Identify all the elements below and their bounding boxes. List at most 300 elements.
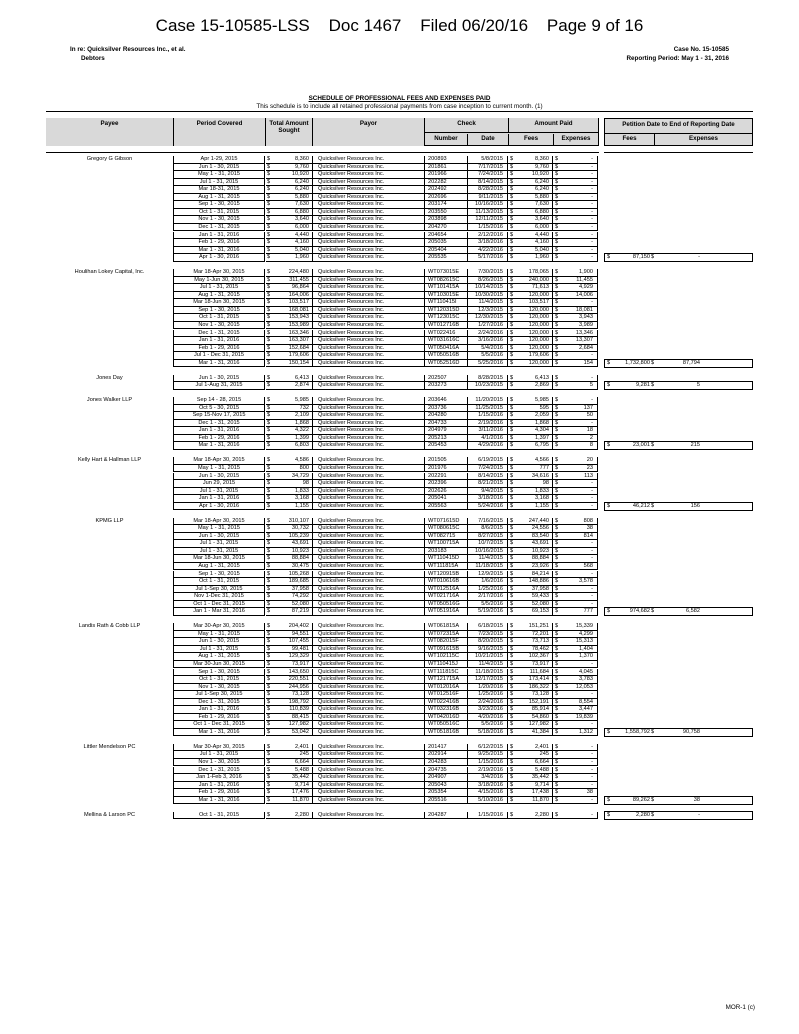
currency-sign: $ (555, 276, 559, 283)
expenses-paid: - (553, 540, 598, 548)
payor-name: Quicksilver Resources Inc. (313, 156, 425, 164)
table-row (46, 661, 753, 669)
payor-name: Quicksilver Resources Inc. (313, 653, 425, 661)
col-total-amount: Total Amount Sought (266, 118, 313, 146)
currency-sign: $ (510, 570, 514, 577)
payor-name: Quicksilver Resources Inc. (313, 277, 425, 285)
currency-sign: $ (555, 645, 559, 652)
currency-sign: $ (555, 442, 559, 449)
check-number: WT010616B (425, 578, 468, 586)
payor-name: Quicksilver Resources Inc. (313, 465, 425, 473)
total-amount-sought: 4,586 (266, 457, 313, 465)
expenses-paid: - (553, 186, 598, 194)
currency-sign: $ (510, 306, 514, 313)
expenses-paid: 50 (553, 412, 598, 420)
fees-paid: 5,985 (508, 397, 553, 405)
payor-name: Quicksilver Resources Inc. (313, 812, 425, 820)
total-amount-sought: 800 (266, 465, 313, 473)
expenses-paid: 3,578 (553, 578, 598, 586)
currency-sign: $ (267, 156, 271, 162)
currency-sign: $ (510, 593, 514, 600)
currency-sign: $ (555, 600, 559, 607)
payor-name: Quicksilver Resources Inc. (313, 269, 425, 277)
check-date: 2/17/2016 (468, 593, 508, 601)
fees-paid: 2,059 (508, 412, 553, 420)
fees-paid: 41,384 (508, 729, 553, 737)
expenses-paid: - (553, 232, 598, 240)
payee-total (604, 728, 753, 737)
currency-sign: $ (267, 562, 271, 569)
currency-sign: $ (555, 502, 559, 509)
payor-name: Quicksilver Resources Inc. (313, 631, 425, 639)
check-date: 10/30/2015 (468, 292, 508, 300)
currency-sign: $ (510, 442, 514, 449)
payor-name: Quicksilver Resources Inc. (313, 345, 425, 353)
currency-sign: $ (510, 789, 514, 796)
period-covered: May 1 - 31, 2015 (173, 631, 265, 639)
period-covered: Feb 1 - 29, 2016 (173, 789, 265, 797)
currency-sign: $ (267, 412, 271, 419)
payor-name: Quicksilver Resources Inc. (313, 254, 425, 262)
check-date: 12/3/2015 (468, 307, 508, 315)
currency-sign: $ (555, 713, 559, 720)
period-covered: Jul 1 - 31, 2015 (173, 751, 265, 759)
check-number: WT051916A (425, 608, 468, 616)
total-fees: 2,280 (636, 811, 650, 818)
check-date: 8/26/2015 (468, 277, 508, 285)
expenses-paid: - (553, 495, 598, 503)
currency-sign: $ (555, 337, 559, 344)
currency-sign: $ (555, 427, 559, 434)
currency-sign: $ (651, 811, 655, 818)
check-number: 202696 (425, 194, 468, 202)
col-payor: Payor (313, 118, 425, 146)
expenses-paid: 4,929 (553, 284, 598, 292)
table-row (46, 767, 753, 775)
period-covered: Jul 1 - Dec 31, 2015 (173, 352, 265, 360)
expenses-paid: - (553, 375, 598, 383)
payor-name: Quicksilver Resources Inc. (313, 623, 425, 631)
expenses-paid: 2,684 (553, 345, 598, 353)
total-expenses: 156 (690, 502, 700, 509)
expenses-paid: 3,943 (553, 314, 598, 322)
payor-name: Quicksilver Resources Inc. (313, 797, 425, 805)
period-covered: Oct 1 - Dec 31, 2015 (173, 601, 265, 609)
fees-paid: 120,000 (508, 337, 553, 345)
fees-paid: 54,860 (508, 714, 553, 722)
currency-sign: $ (555, 676, 559, 683)
check-number: WT071615D (425, 518, 468, 526)
total-amount-sought: 153,989 (266, 322, 313, 330)
total-expenses: - (698, 811, 700, 818)
currency-sign: $ (555, 532, 559, 539)
fees-paid: 4,440 (508, 232, 553, 240)
check-number: WT082615C (425, 277, 468, 285)
fees-paid: 178,065 (508, 269, 553, 277)
currency-sign: $ (267, 532, 271, 539)
period-covered: Feb 1 - 29, 2016 (173, 345, 265, 353)
fees-paid: 72,201 (508, 631, 553, 639)
currency-sign: $ (555, 419, 559, 426)
check-number: 202291 (425, 473, 468, 481)
currency-sign: $ (651, 502, 655, 509)
table-row (46, 691, 753, 699)
total-amount-sought: 245 (266, 751, 313, 759)
payor-name: Quicksilver Resources Inc. (313, 759, 425, 767)
currency-sign: $ (555, 796, 559, 803)
fees-paid: 24,556 (508, 525, 553, 533)
fees-paid: 71,613 (508, 284, 553, 292)
col-date: Date (468, 134, 509, 145)
expenses-paid: - (553, 420, 598, 428)
fees-paid: 7,630 (508, 201, 553, 209)
check-number: WT082715 (425, 533, 468, 541)
total-fees: 46,212 (632, 502, 650, 509)
payor-name: Quicksilver Resources Inc. (313, 352, 425, 360)
currency-sign: $ (267, 457, 271, 464)
table-row (46, 345, 753, 353)
payee-total (604, 502, 753, 511)
expenses-paid: 154 (553, 360, 598, 368)
fees-paid: 2,280 (508, 812, 553, 820)
expenses-paid: - (553, 797, 598, 805)
expenses-paid: 8,554 (553, 699, 598, 707)
check-date: 11/13/2015 (468, 209, 508, 217)
period-covered: Jan 1-Feb 3, 2016 (173, 774, 265, 782)
check-date: 5/18/2016 (468, 729, 508, 737)
total-fees: 974,682 (629, 608, 650, 615)
check-number: WT101415A (425, 284, 468, 292)
currency-sign: $ (555, 457, 559, 464)
check-date: 5/5/2016 (468, 352, 508, 360)
expenses-paid: 15,339 (553, 623, 598, 631)
check-number: 202507 (425, 375, 468, 383)
currency-sign: $ (267, 239, 271, 246)
currency-sign: $ (510, 382, 514, 389)
check-number: WT123015C (425, 314, 468, 322)
currency-sign: $ (510, 525, 514, 532)
fees-paid: 1,833 (508, 488, 553, 496)
period-covered: Jul 1 - 31, 2015 (173, 284, 265, 292)
currency-sign: $ (555, 638, 559, 645)
currency-sign: $ (267, 434, 271, 441)
expenses-paid: 13,346 (553, 330, 598, 338)
fees-paid: 102,367 (508, 653, 553, 661)
currency-sign: $ (267, 201, 271, 208)
table-row (46, 759, 753, 767)
total-fees: 23,001 (632, 442, 650, 449)
expenses-paid: 1,312 (553, 729, 598, 737)
period-covered: Mar 1 - 31, 2016 (173, 442, 265, 450)
currency-sign: $ (510, 698, 514, 705)
currency-sign: $ (510, 653, 514, 660)
expenses-paid: 1,404 (553, 646, 598, 654)
currency-sign: $ (510, 412, 514, 419)
period-covered: Nov 1 - 30, 2015 (173, 216, 265, 224)
table-row (46, 548, 753, 556)
currency-sign: $ (267, 706, 271, 713)
fees-paid: 6,240 (508, 179, 553, 187)
period-covered: Jan 1 - 31, 2016 (173, 337, 265, 345)
check-date: 3/16/2016 (468, 337, 508, 345)
period-covered: Aug 1 - 31, 2015 (173, 194, 265, 202)
currency-sign: $ (555, 246, 559, 253)
total-amount-sought: 2,280 (266, 812, 313, 820)
payor-name: Quicksilver Resources Inc. (313, 473, 425, 481)
currency-sign: $ (267, 291, 271, 298)
currency-sign: $ (555, 517, 559, 524)
period-covered: Jun 1 - 30, 2015 (173, 473, 265, 481)
check-date: 2/19/2016 (468, 420, 508, 428)
check-number: WT031616C (425, 337, 468, 345)
period-covered: Jul 1 - 31, 2015 (173, 646, 265, 654)
expenses-paid: 3,989 (553, 322, 598, 330)
payor-name: Quicksilver Resources Inc. (313, 533, 425, 541)
fees-paid: 6,664 (508, 759, 553, 767)
fees-paid: 120,000 (508, 307, 553, 315)
check-date: 3/4/2016 (468, 774, 508, 782)
check-date: 1/15/2016 (468, 224, 508, 232)
check-number: WT052516D (425, 360, 468, 368)
check-number: 202626 (425, 488, 468, 496)
fees-paid: 240,000 (508, 277, 553, 285)
currency-sign: $ (555, 653, 559, 660)
period-covered: Jun 1 - 30, 2015 (173, 533, 265, 541)
currency-sign: $ (555, 156, 559, 162)
currency-sign: $ (555, 359, 559, 366)
payee-total (604, 253, 753, 262)
table-row (46, 405, 753, 413)
total-amount-sought: 4,322 (266, 427, 313, 435)
period-covered: Jul 1-Aug 31, 2015 (173, 382, 265, 390)
expenses-paid: 23 (553, 465, 598, 473)
check-date: 1/27/2016 (468, 322, 508, 330)
currency-sign: $ (651, 442, 655, 449)
check-number: 204654 (425, 232, 468, 240)
header-rule-right (604, 152, 753, 153)
payor-name: Quicksilver Resources Inc. (313, 435, 425, 443)
fees-paid: 69,153 (508, 608, 553, 616)
currency-sign: $ (267, 728, 271, 735)
currency-sign: $ (607, 796, 611, 803)
currency-sign: $ (267, 382, 271, 389)
fees-paid: 120,000 (508, 330, 553, 338)
currency-sign: $ (651, 728, 655, 735)
check-number: WT100715A (425, 540, 468, 548)
currency-sign: $ (267, 593, 271, 600)
check-date: 2/24/2016 (468, 330, 508, 338)
check-number: WT110415I (425, 299, 468, 307)
payor-name: Quicksilver Resources Inc. (313, 186, 425, 194)
payor-name: Quicksilver Resources Inc. (313, 307, 425, 315)
total-amount-sought: 4,440 (266, 232, 313, 240)
fees-paid: 5,488 (508, 767, 553, 775)
period-covered: Aug 1 - 31, 2015 (173, 292, 265, 300)
currency-sign: $ (510, 532, 514, 539)
total-amount-sought: 34,729 (266, 473, 313, 481)
currency-sign: $ (510, 713, 514, 720)
total-amount-sought: 127,982 (266, 721, 313, 729)
currency-sign: $ (267, 555, 271, 562)
check-date: 10/7/2015 (468, 540, 508, 548)
check-number: WT012516F (425, 691, 468, 699)
expenses-paid: - (553, 209, 598, 217)
table-row (46, 540, 753, 548)
fees-paid: 84,214 (508, 571, 553, 579)
check-number: 202914 (425, 751, 468, 759)
case-number: Case No. 15-10585 (673, 46, 729, 53)
payor-name: Quicksilver Resources Inc. (313, 405, 425, 413)
check-date: 10/16/2015 (468, 548, 508, 556)
period-covered: Mar 18-Apr 30, 2015 (173, 269, 265, 277)
table-row (46, 224, 753, 232)
currency-sign: $ (510, 163, 514, 170)
total-amount-sought: 152,684 (266, 345, 313, 353)
expenses-paid: - (553, 782, 598, 790)
table-row (46, 782, 753, 790)
check-date: 12/17/2015 (468, 676, 508, 684)
expenses-paid: - (553, 691, 598, 699)
check-number: 203550 (425, 209, 468, 217)
payor-name: Quicksilver Resources Inc. (313, 171, 425, 179)
currency-sign: $ (510, 811, 514, 818)
currency-sign: $ (510, 728, 514, 735)
period-covered: Jul 1-Sep 30, 2015 (173, 691, 265, 699)
period-covered: Mar 1 - 31, 2016 (173, 360, 265, 368)
fees-paid: 35,442 (508, 774, 553, 782)
table-row (46, 706, 753, 714)
currency-sign: $ (510, 487, 514, 494)
check-date: 10/21/2015 (468, 653, 508, 661)
currency-sign: $ (267, 608, 271, 615)
total-amount-sought: 189,685 (266, 578, 313, 586)
fees-paid: 127,982 (508, 721, 553, 729)
period-covered: Mar 18-Jun 30, 2015 (173, 555, 265, 563)
payor-name: Quicksilver Resources Inc. (313, 382, 425, 390)
currency-sign: $ (510, 193, 514, 200)
payor-name: Quicksilver Resources Inc. (313, 209, 425, 217)
reporting-period: Reporting Period: May 1 - 31, 2016 (626, 54, 729, 62)
fees-paid: 11,870 (508, 797, 553, 805)
payor-name: Quicksilver Resources Inc. (313, 503, 425, 511)
currency-sign: $ (555, 208, 559, 215)
check-number: 204979 (425, 427, 468, 435)
check-date: 8/28/2015 (468, 375, 508, 383)
currency-sign: $ (555, 570, 559, 577)
check-date: 3/18/2016 (468, 782, 508, 790)
check-number: 201505 (425, 457, 468, 465)
check-number: WT120915B (425, 571, 468, 579)
fees-paid: 59,433 (508, 593, 553, 601)
expenses-paid: - (553, 201, 598, 209)
fees-paid: 88,884 (508, 555, 553, 563)
period-covered: Apr 1 - 30, 2016 (173, 503, 265, 511)
period-covered: May 1 - 31, 2015 (173, 171, 265, 179)
currency-sign: $ (651, 382, 655, 389)
currency-sign: $ (555, 464, 559, 471)
expenses-paid: - (553, 239, 598, 247)
fees-paid: 152,191 (508, 699, 553, 707)
total-amount-sought: 3,168 (266, 495, 313, 503)
table-row (46, 563, 753, 571)
currency-sign: $ (510, 660, 514, 667)
fees-paid: 98 (508, 480, 553, 488)
check-number: 205035 (425, 239, 468, 247)
check-date: 9/4/2015 (468, 488, 508, 496)
currency-sign: $ (555, 781, 559, 788)
currency-sign: $ (555, 201, 559, 208)
total-amount-sought: 11,870 (266, 797, 313, 805)
check-date: 5/8/2015 (468, 156, 508, 164)
currency-sign: $ (510, 208, 514, 215)
col-amount-paid: Amount Paid (509, 118, 598, 133)
period-covered: Oct 1 - 31, 2015 (173, 314, 265, 322)
total-amount-sought: 179,606 (266, 352, 313, 360)
check-number: 200893 (425, 156, 468, 164)
check-date: 10/16/2015 (468, 201, 508, 209)
currency-sign: $ (607, 442, 611, 449)
currency-sign: $ (267, 329, 271, 336)
payor-name: Quicksilver Resources Inc. (313, 661, 425, 669)
period-covered: Apr 1 - 30, 2016 (173, 254, 265, 262)
expenses-paid: - (553, 247, 598, 255)
currency-sign: $ (510, 540, 514, 547)
expenses-paid: 4,045 (553, 669, 598, 677)
expenses-paid: - (553, 586, 598, 594)
payee-total (604, 811, 753, 820)
currency-sign: $ (510, 608, 514, 615)
check-date: 4/15/2016 (468, 789, 508, 797)
fees-paid: 179,606 (508, 352, 553, 360)
table-row (46, 307, 753, 315)
table-row (46, 186, 753, 194)
currency-sign: $ (510, 706, 514, 713)
currency-sign: $ (510, 374, 514, 381)
table-row (46, 676, 753, 684)
payor-name: Quicksilver Resources Inc. (313, 232, 425, 240)
currency-sign: $ (555, 525, 559, 532)
period-covered: Nov 1 - 30, 2015 (173, 684, 265, 692)
check-date: 5/25/2016 (468, 360, 508, 368)
total-fees: 9,281 (636, 382, 650, 389)
check-number: 203646 (425, 397, 468, 405)
payor-name: Quicksilver Resources Inc. (313, 751, 425, 759)
check-date: 4/22/2016 (468, 247, 508, 255)
payor-name: Quicksilver Resources Inc. (313, 164, 425, 172)
period-covered: Sep 1 - 30, 2015 (173, 571, 265, 579)
table-row (46, 239, 753, 247)
period-covered: May 1 - 31, 2015 (173, 465, 265, 473)
expenses-paid: 777 (553, 608, 598, 616)
expenses-paid: - (553, 352, 598, 360)
currency-sign: $ (510, 796, 514, 803)
check-date: 5/4/2016 (468, 345, 508, 353)
total-amount-sought: 5,880 (266, 194, 313, 202)
currency-sign: $ (267, 231, 271, 238)
table-row (46, 194, 753, 202)
check-number: WT082015F (425, 638, 468, 646)
fees-paid: 6,880 (508, 209, 553, 217)
table-row (46, 714, 753, 722)
table-row (46, 631, 753, 639)
table-row (46, 269, 753, 277)
total-amount-sought: 204,402 (266, 623, 313, 631)
check-date: 6/18/2015 (468, 623, 508, 631)
currency-sign: $ (510, 457, 514, 464)
currency-sign: $ (267, 774, 271, 781)
total-expenses: 38 (693, 796, 700, 803)
currency-sign: $ (510, 751, 514, 758)
